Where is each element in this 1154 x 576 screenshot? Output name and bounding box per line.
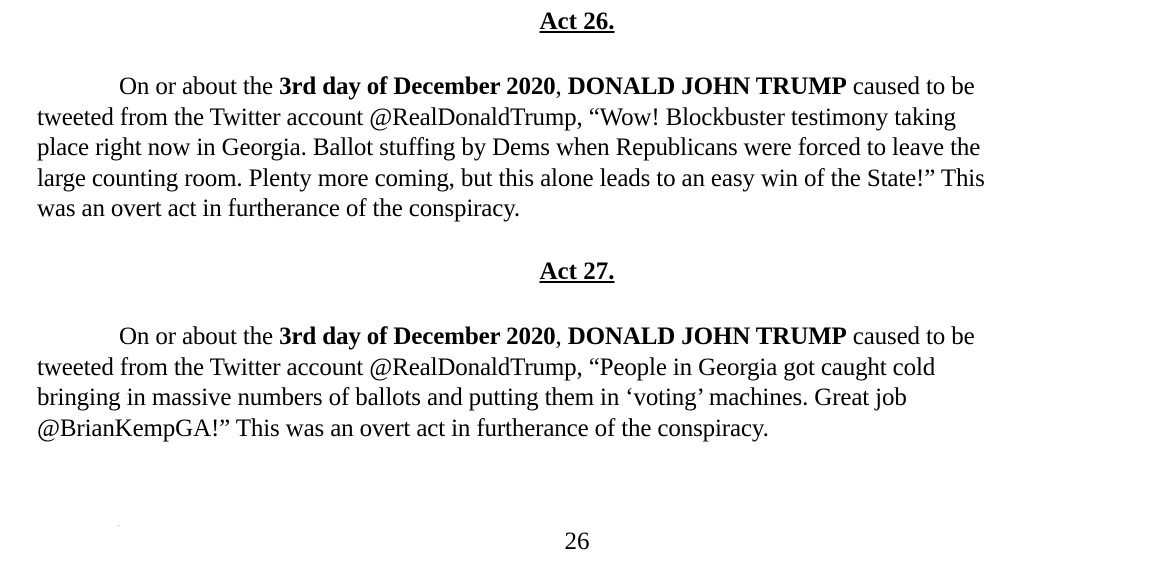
paragraph-line xyxy=(37,322,1097,353)
paragraph-line: bringing in massive numbers of ballots and putting them in ‘voting’ machines. Great job xyxy=(37,384,907,411)
bold-defendant-name: DONALD JOHN TRUMP xyxy=(567,323,847,350)
act-27-heading: Act 27. xyxy=(539,258,615,285)
paragraph-line: large counting room. Plenty more coming, but this alone leads to an easy win of the State!” This xyxy=(37,164,985,192)
text-run: On or about the xyxy=(119,73,280,100)
paragraph-line: tweeted from the Twitter account @RealDonaldTrump, “People in Georgia got caught cold xyxy=(37,353,936,381)
text-run: , xyxy=(555,73,568,100)
text-run: caused to be xyxy=(846,73,975,100)
scan-speck xyxy=(118,525,119,526)
bold-defendant-name: DONALD JOHN TRUMP xyxy=(567,73,847,100)
bold-date: 3rd day of December 2020 xyxy=(279,73,556,100)
text-run: caused to be xyxy=(846,323,975,350)
act-26-heading: Act 26. xyxy=(539,8,615,35)
text-run: , xyxy=(555,323,568,350)
act-26-paragraph xyxy=(37,72,1097,225)
act-27-paragraph xyxy=(37,322,1097,444)
paragraph-line: place right now in Georgia. Ballot stuffing by Dems when Republicans were forced to leave the xyxy=(37,134,981,161)
bold-date: 3rd day of December 2020 xyxy=(279,323,556,350)
paragraph-line xyxy=(37,72,1097,103)
text-run: On or about the xyxy=(119,323,280,350)
paragraph-line: was an overt act in furtherance of the conspiracy. xyxy=(37,195,521,222)
paragraph-line: tweeted from the Twitter account @RealDonaldTrump, “Wow! Blockbuster testimony taking xyxy=(37,103,956,131)
paragraph-line: @BrianKempGA!” This was an overt act in furtherance of the conspiracy. xyxy=(37,414,769,442)
page-number: 26 xyxy=(564,528,590,555)
